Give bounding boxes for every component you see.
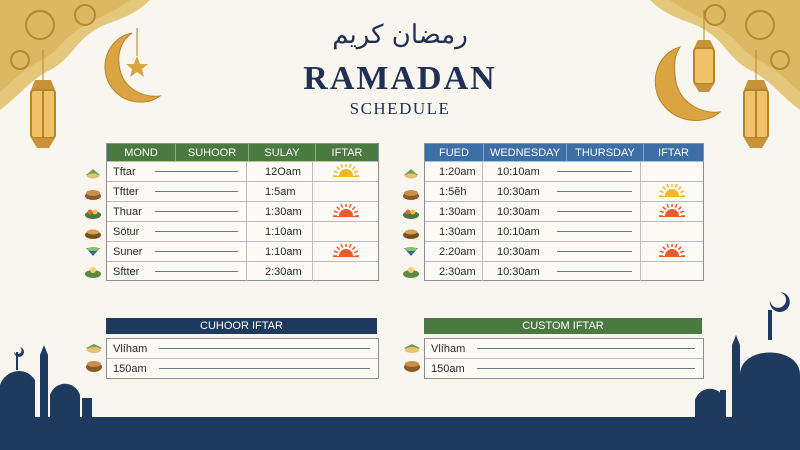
time-cell [483, 182, 641, 201]
row-label-cell [107, 262, 247, 281]
time-value: 2:20am [439, 245, 476, 258]
time-value: 10:10am [497, 165, 540, 178]
food-icon [84, 244, 102, 258]
row-label-cell [107, 202, 247, 221]
table-row [107, 161, 378, 181]
iftar-cell [641, 242, 703, 261]
food-icon [402, 264, 420, 278]
left-table-header [107, 144, 378, 161]
table-row [425, 181, 703, 201]
left-schedule-table [106, 143, 379, 281]
table-row [425, 161, 703, 181]
right-header-iftar: IFTAR [658, 146, 689, 159]
mosque-silhouette-right [690, 290, 800, 420]
time-value: 10:30am [497, 205, 540, 218]
sun-orange-icon [654, 244, 690, 260]
time-value: 2:30am [265, 265, 302, 278]
time-cell [425, 182, 483, 201]
iftar-cell [641, 262, 703, 281]
right-section-label: Vlíham [431, 342, 466, 355]
time-cell [247, 162, 313, 181]
dates-bowl-icon [84, 342, 104, 376]
sun-yellow-icon [654, 184, 690, 200]
time-value: 10:30am [497, 245, 540, 258]
row-label-cell [107, 162, 247, 181]
time-value: 1:20am [439, 165, 476, 178]
dates-bowl-icon [402, 342, 422, 376]
time-value: 1:10am [265, 245, 302, 258]
time-cell [247, 202, 313, 221]
fill-line [557, 211, 632, 212]
fill-line [155, 271, 238, 272]
sun-orange-icon [328, 204, 364, 220]
time-value: 2:30am [439, 265, 476, 278]
row-label-cell [107, 182, 247, 201]
left-section-label: Vlíham [113, 342, 148, 355]
right-section-box [424, 338, 704, 379]
row-label: Tftar [113, 165, 136, 178]
fill-line [155, 171, 238, 172]
time-cell [483, 262, 641, 281]
food-icon [84, 264, 102, 278]
time-cell [425, 162, 483, 181]
time-value: 1:30am [439, 225, 476, 238]
right-table-body [425, 161, 703, 281]
fill-line [557, 231, 632, 232]
iftar-cell [641, 182, 703, 201]
left-header-iftar: IFTAR [331, 146, 363, 159]
footer-bar [0, 417, 800, 450]
row-label: Tftter [113, 185, 139, 198]
iftar-cell [641, 202, 703, 221]
time-value: 10:30am [497, 185, 540, 198]
left-header-suhoor: SUHOOR [176, 144, 249, 161]
iftar-cell [313, 182, 378, 201]
table-row [425, 261, 703, 281]
time-value: 1:30am [439, 205, 476, 218]
list-item [107, 358, 378, 378]
time-cell [247, 262, 313, 281]
table-row [425, 201, 703, 221]
food-icon [84, 205, 102, 219]
list-item [107, 339, 378, 358]
iftar-cell [313, 162, 378, 181]
food-icon [402, 205, 420, 219]
left-table-body [107, 161, 378, 281]
sun-orange-icon [654, 204, 690, 220]
time-value: 10:30am [497, 265, 540, 278]
food-icon [402, 166, 420, 180]
time-value: 1:30am [265, 205, 302, 218]
time-value: 12Oam [265, 165, 302, 178]
left-section-banner: CUHOOR IFTAR [106, 318, 377, 334]
left-header-sulay: SULAY [249, 144, 316, 161]
right-header-wednesday: WEDNESDAY [484, 144, 567, 161]
fill-line [155, 191, 238, 192]
list-item [425, 339, 703, 358]
iftar-cell [313, 222, 378, 241]
time-cell [425, 242, 483, 261]
left-header-mond: MOND [107, 144, 176, 161]
fill-line [155, 251, 238, 252]
table-row [107, 221, 378, 241]
time-cell [483, 202, 641, 221]
row-label: Thuar [113, 205, 142, 218]
row-label-cell [107, 222, 247, 241]
row-label: Sftter [113, 265, 140, 278]
food-icon [84, 186, 102, 200]
time-value: 1:10am [265, 225, 302, 238]
row-label: Suner [113, 245, 143, 258]
food-icon [84, 166, 102, 180]
time-cell [483, 162, 641, 181]
fill-line [557, 251, 632, 252]
row-label: Sötur [113, 225, 140, 238]
food-icon [402, 244, 420, 258]
time-value: 10:10am [497, 225, 540, 238]
table-row [107, 181, 378, 201]
time-cell [247, 222, 313, 241]
time-cell [425, 222, 483, 241]
iftar-cell [313, 202, 378, 221]
food-icon [84, 225, 102, 239]
time-cell [247, 182, 313, 201]
mosque-silhouette-left [0, 330, 100, 420]
left-section-box [106, 338, 379, 379]
food-icon [402, 225, 420, 239]
iftar-cell [641, 222, 703, 241]
right-header-thursday: THURSDAY [567, 144, 644, 161]
fill-line [155, 211, 238, 212]
iftar-cell [313, 262, 378, 281]
time-cell [483, 222, 641, 241]
sun-yellow-icon [328, 164, 364, 180]
sun-orange-icon [328, 244, 364, 260]
fill-line [557, 171, 632, 172]
list-item [425, 358, 703, 378]
iftar-cell [641, 162, 703, 181]
table-row [107, 241, 378, 261]
right-header-fued: FUED [425, 144, 484, 161]
time-value: 1:5ẽh [439, 185, 467, 198]
right-section-banner: CUSTOM IFTAR [424, 318, 702, 334]
table-row [425, 241, 703, 261]
time-cell [425, 262, 483, 281]
page-title: RAMADAN [303, 60, 497, 97]
page-subtitle: SCHEDULE [349, 99, 451, 118]
time-cell [425, 202, 483, 221]
table-row [107, 201, 378, 221]
time-cell [483, 242, 641, 261]
fill-line [557, 271, 632, 272]
right-schedule-table [424, 143, 704, 281]
table-row [425, 221, 703, 241]
fill-line [557, 191, 632, 192]
left-section-label: 150am [113, 362, 147, 375]
time-cell [247, 242, 313, 261]
iftar-cell [313, 242, 378, 261]
table-row [107, 261, 378, 281]
arabic-greeting: رمضان كريم [332, 20, 468, 50]
time-value: 1:5am [265, 185, 296, 198]
right-table-header [425, 144, 703, 161]
row-label-cell [107, 242, 247, 261]
right-section-label: 150am [431, 362, 465, 375]
food-icon [402, 186, 420, 200]
fill-line [155, 231, 238, 232]
